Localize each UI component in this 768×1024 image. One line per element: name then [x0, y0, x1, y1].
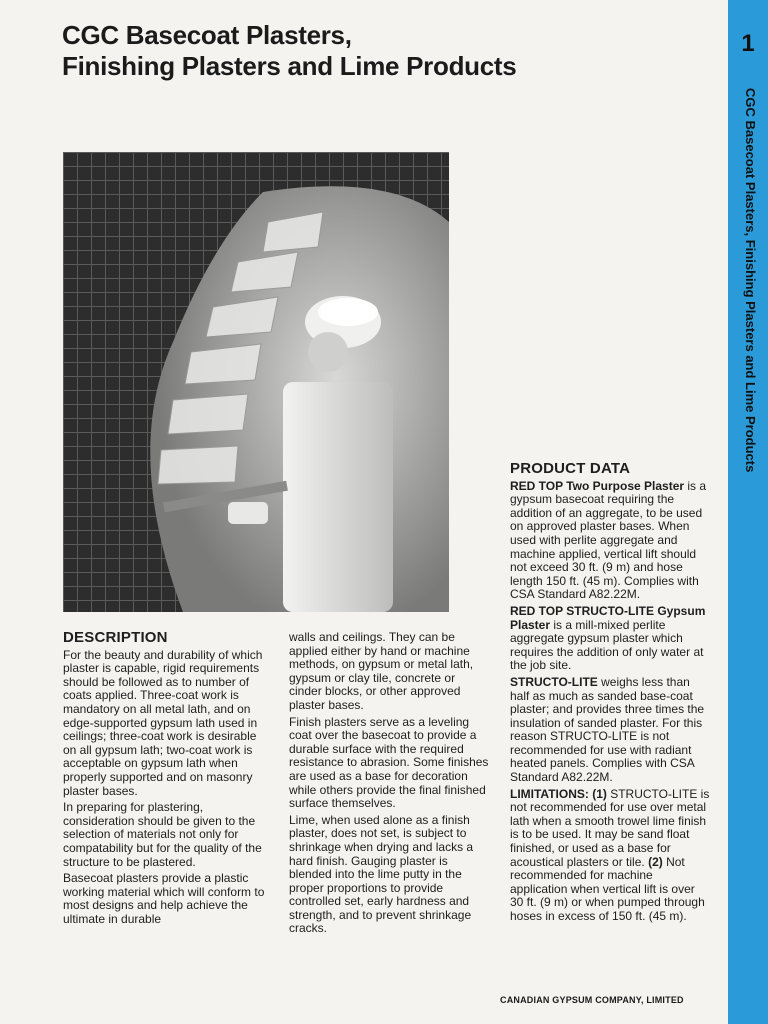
- description-paragraph-2: In preparing for plastering, consideration should be given to the selection of materials not only for compatability but for the quality of the structure to be plastered.: [63, 800, 262, 869]
- page-title-line-2: Finishing Plasters and Lime Products: [62, 51, 517, 81]
- plasterer-photo: [63, 152, 449, 612]
- page-title-line-1: CGC Basecoat Plasters,: [62, 20, 352, 50]
- product-paragraph-2: [510, 605, 710, 673]
- product-name-red-top: RED TOP Two Purpose Plaster: [510, 478, 685, 493]
- plasterer-photo-image: [63, 152, 449, 612]
- product-paragraph-1: [510, 480, 710, 602]
- description-column-1: [63, 631, 268, 929]
- product-data-heading: PRODUCT DATA: [510, 460, 631, 477]
- description-paragraph-5: Finish plasters serve as a leveling coat over the basecoat to provide a durable surface with the required resistance to abrasion. Some finishes are used as a base for decoration while others provide the final finished surface themselves.: [289, 714, 489, 811]
- section-tab: [728, 0, 768, 1024]
- description-paragraph-1: For the beauty and durability of which plaster is capable, rigid requirements should be followed as to number of coats applied. Three-coat work is mandatory on all metal lath, and on edge-supported gypsum lath used in ceilings; three-coat work is desirable on all gypsum lath; two-coat work is acceptable on gypsum lath when properly supported and on masonry plaster bases.: [63, 647, 263, 798]
- limitations-text-2: Not recommended for machine application when vertical lift is over 30 ft. (9 m) or when pumped through hoses in excess of 150 ft. (45 m).: [510, 854, 705, 923]
- description-heading: DESCRIPTION: [63, 629, 168, 646]
- product-text-1: is a gypsum basecoat requiring the addition of an aggregate, to be used on approved plaster bases. When used with perlite aggregate and machine applied, vertical lift should not exceed 30 ft. (9 m) and hose length 150 ft. (45 m). Complies with CSA Standard A82.22M.: [510, 478, 707, 602]
- product-paragraph-3: [510, 676, 710, 785]
- limitations-label: LIMITATIONS: (1): [510, 786, 607, 801]
- product-data-column: [510, 462, 710, 927]
- page-title: [62, 20, 682, 82]
- product-text-3: weighs less than half as much as sanded base-coat plaster; and provides three times the insulation of sanded plaster. For this reason STRUCTO-LITE is not recommended for use with radiant heated panels. Complies with CSA Standard A82.22M.: [510, 674, 705, 785]
- product-text-2: is a mill-mixed perlite aggregate gypsum plaster which requires the addition of only water at the job site.: [510, 617, 704, 673]
- description-column-2: [289, 631, 489, 939]
- section-number: 1: [741, 30, 755, 57]
- product-name-structo-lite: STRUCTO-LITE: [510, 674, 598, 689]
- product-name-structo-lite-gypsum: RED TOP STRUCTO-LITE Gypsum Plaster: [510, 603, 706, 632]
- description-paragraph-6: Lime, when used alone as a finish plaster, does not set, is subject to shrinkage when drying and lacks a hard finish. Gauging plaster is blended into the lime putty in the proper proportions to provide controlled set, early hardness and strength, and to prevent shrinkage cracks.: [289, 812, 474, 936]
- limitations-label-2: (2): [648, 854, 663, 869]
- description-paragraph-4: walls and ceilings. They can be applied either by hand or machine methods, on gypsum or metal lath, gypsum or clay tile, concrete or cinder blocks, or other approved plaster bases.: [289, 630, 474, 712]
- product-paragraph-4: [510, 788, 710, 924]
- description-paragraph-3: Basecoat plasters provide a plastic working material which will conform to most designs and help achieve the ultimate in durable: [63, 871, 265, 926]
- section-tab-label: CGC Basecoat Plasters, Finishing Plasters and Lime Products: [743, 88, 758, 473]
- footer-company-name: CANADIAN GYPSUM COMPANY, LIMITED: [500, 995, 684, 1005]
- limitations-text-1: STRUCTO-LITE is not recommended for use over metal lath when a smooth trowel lime finish is to be used. It may be sand float finished, or used as a base for acoustical plasters or tile.: [510, 786, 710, 869]
